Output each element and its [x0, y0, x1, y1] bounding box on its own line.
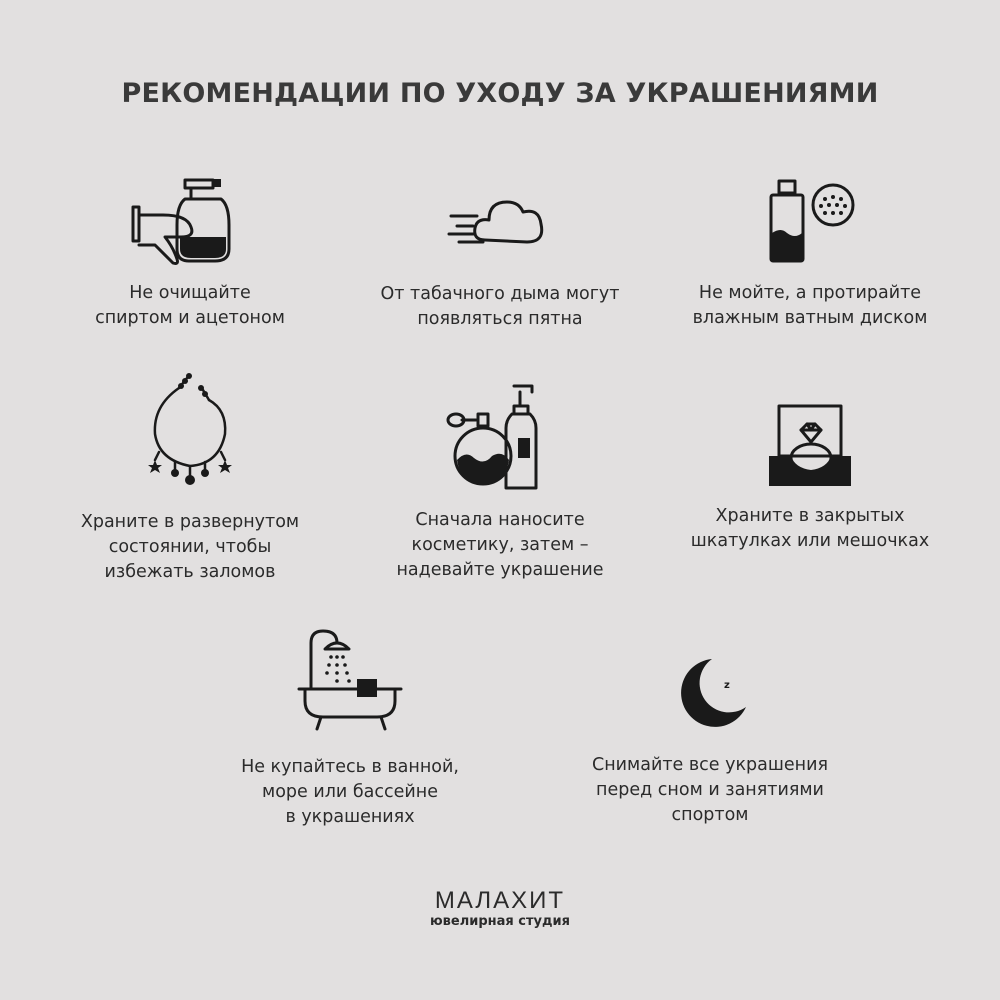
tip-text-line: перед сном и занятиями: [596, 780, 824, 800]
perfume-lotion-icon: [440, 380, 560, 492]
tip-text-line: появляться пятна: [417, 309, 583, 329]
ring-box-icon: [765, 400, 855, 492]
smoke-cloud-icon: [445, 180, 555, 266]
tip-cotton-pad: [660, 175, 960, 331]
tip-text-line: Не очищайте: [129, 283, 251, 303]
tip-text-line: Сначала наносите: [415, 510, 585, 530]
tip-text-line: Не купайтесь в ванной,: [241, 757, 459, 777]
tip-unfolded: [40, 372, 340, 585]
brand-name: МАЛАХИТ: [434, 887, 566, 914]
tip-text-line: состоянии, чтобы: [108, 537, 272, 557]
tip-text-line: От табачного дыма могут: [380, 284, 620, 304]
page-title: РЕКОМЕНДАЦИИ ПО УХОДУ ЗА УКРАШЕНИЯМИ: [121, 78, 879, 109]
tip-text-line: надевайте украшение: [396, 560, 604, 580]
tip-cosmetics-first: [350, 380, 650, 583]
soap-dispenser-hand-icon: [125, 175, 255, 267]
tip-text-line: избежать заломов: [104, 562, 276, 582]
tip-text-line: косметику, затем –: [411, 535, 589, 555]
tip-text-line: спортом: [671, 805, 749, 825]
bottle-cotton-pad-icon: [755, 175, 865, 267]
tip-no-alcohol: [40, 175, 340, 331]
tip-no-bathing: [200, 625, 500, 830]
tip-text-line: Не мойте, а протирайте: [698, 283, 922, 303]
charm-bracelet-icon: [135, 372, 245, 490]
tip-text-line: Снимайте все украшения: [591, 755, 828, 775]
brand-tagline: ювелирная студия: [430, 914, 570, 929]
bathtub-shower-icon: [295, 625, 405, 735]
moon-sleep-icon: [670, 655, 750, 735]
tip-text-line: в украшениях: [285, 807, 415, 827]
tip-text-line: Храните в закрытых: [715, 506, 905, 526]
svg-text:z: z: [714, 685, 723, 701]
tip-text-line: шкатулках или мешочках: [690, 531, 930, 551]
tip-text-line: Храните в развернутом: [80, 512, 300, 532]
footer-logo: [0, 888, 1000, 930]
tip-text-line: влажным ватным диском: [692, 308, 928, 328]
tip-smoke: [350, 180, 650, 332]
tip-remove-before-sleep: [560, 655, 860, 828]
tip-text-line: море или бассейне: [262, 782, 438, 802]
tip-text-line: спиртом и ацетоном: [95, 308, 285, 328]
tip-closed-boxes: [660, 400, 960, 554]
svg-text:z: z: [724, 680, 730, 691]
